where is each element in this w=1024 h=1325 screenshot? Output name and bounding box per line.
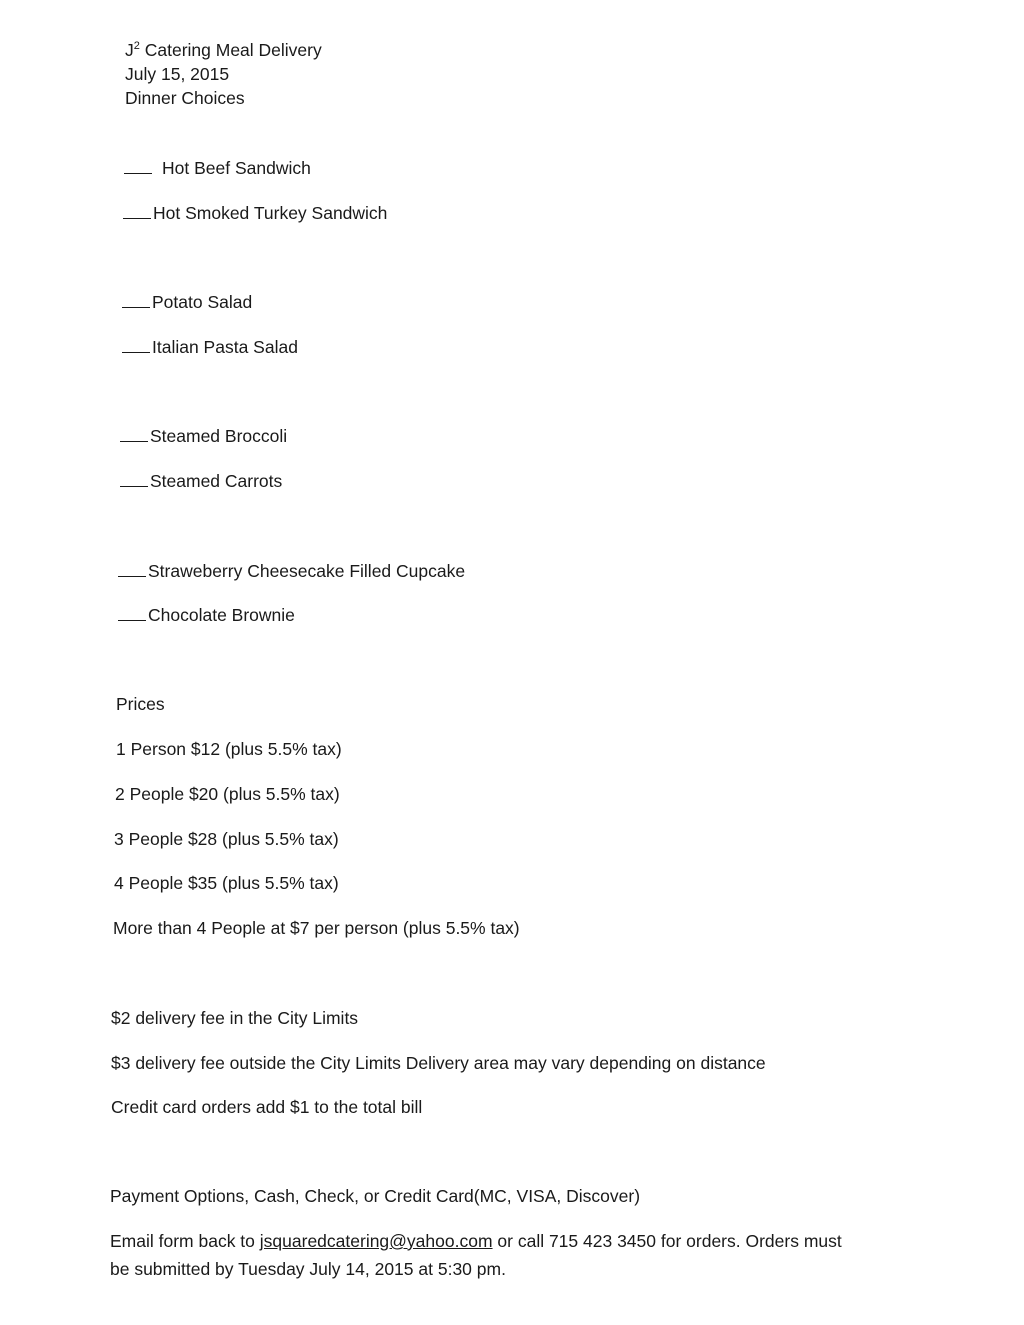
contact-line-1: Email form back to jsquaredcatering@yahoo.com or call 715 423 3450 for orders. Orders must (110, 1231, 842, 1251)
payment-options: Payment Options, Cash, Check, or Credit Card(MC, VISA, Discover) (110, 1186, 641, 1206)
menu-item-hot-beef[interactable]: Hot Beef Sandwich (124, 158, 311, 179)
document-subtitle: Dinner Choices (125, 88, 245, 108)
checkbox-blank[interactable] (124, 172, 152, 174)
checkbox-blank[interactable] (123, 217, 151, 219)
checkbox-blank[interactable] (118, 575, 146, 577)
menu-item-pasta-salad[interactable]: Italian Pasta Salad (122, 337, 298, 358)
prices-heading: Prices (116, 694, 165, 714)
menu-item-carrots[interactable]: Steamed Carrots (120, 471, 282, 492)
checkbox-blank[interactable] (120, 440, 148, 442)
email-link[interactable]: jsquaredcatering@yahoo.com (259, 1231, 493, 1251)
menu-item-cupcake[interactable]: Straweberry Cheesecake Filled Cupcake (118, 561, 465, 582)
checkbox-blank[interactable] (118, 619, 146, 621)
menu-item-brownie[interactable]: Chocolate Brownie (118, 605, 295, 626)
menu-item-broccoli[interactable]: Steamed Broccoli (120, 426, 287, 447)
price-row: 4 People $35 (plus 5.5% tax) (114, 873, 339, 893)
price-row: 3 People $28 (plus 5.5% tax) (114, 829, 339, 849)
contact-line-2: be submitted by Tuesday July 14, 2015 at 5:30 pm. (110, 1259, 506, 1279)
price-row: 2 People $20 (plus 5.5% tax) (115, 784, 340, 804)
fee-line: Credit card orders add $1 to the total bill (111, 1097, 423, 1117)
fee-line: $2 delivery fee in the City Limits (111, 1008, 359, 1028)
checkbox-blank[interactable] (122, 351, 150, 353)
price-row: 1 Person $12 (plus 5.5% tax) (116, 739, 342, 759)
checkbox-blank[interactable] (120, 485, 148, 487)
menu-item-potato-salad[interactable]: Potato Salad (122, 292, 252, 313)
document-title: $J^2$ Catering Meal Delivery (125, 40, 322, 60)
menu-item-hot-turkey[interactable]: Hot Smoked Turkey Sandwich (123, 203, 387, 224)
price-row: More than 4 People at $7 per person (plus 5.5% tax) (113, 918, 520, 938)
checkbox-blank[interactable] (122, 306, 150, 308)
document-date: July 15, 2015 (125, 64, 230, 84)
fee-line: $3 delivery fee outside the City Limits Delivery area may vary depending on distance (111, 1053, 766, 1073)
